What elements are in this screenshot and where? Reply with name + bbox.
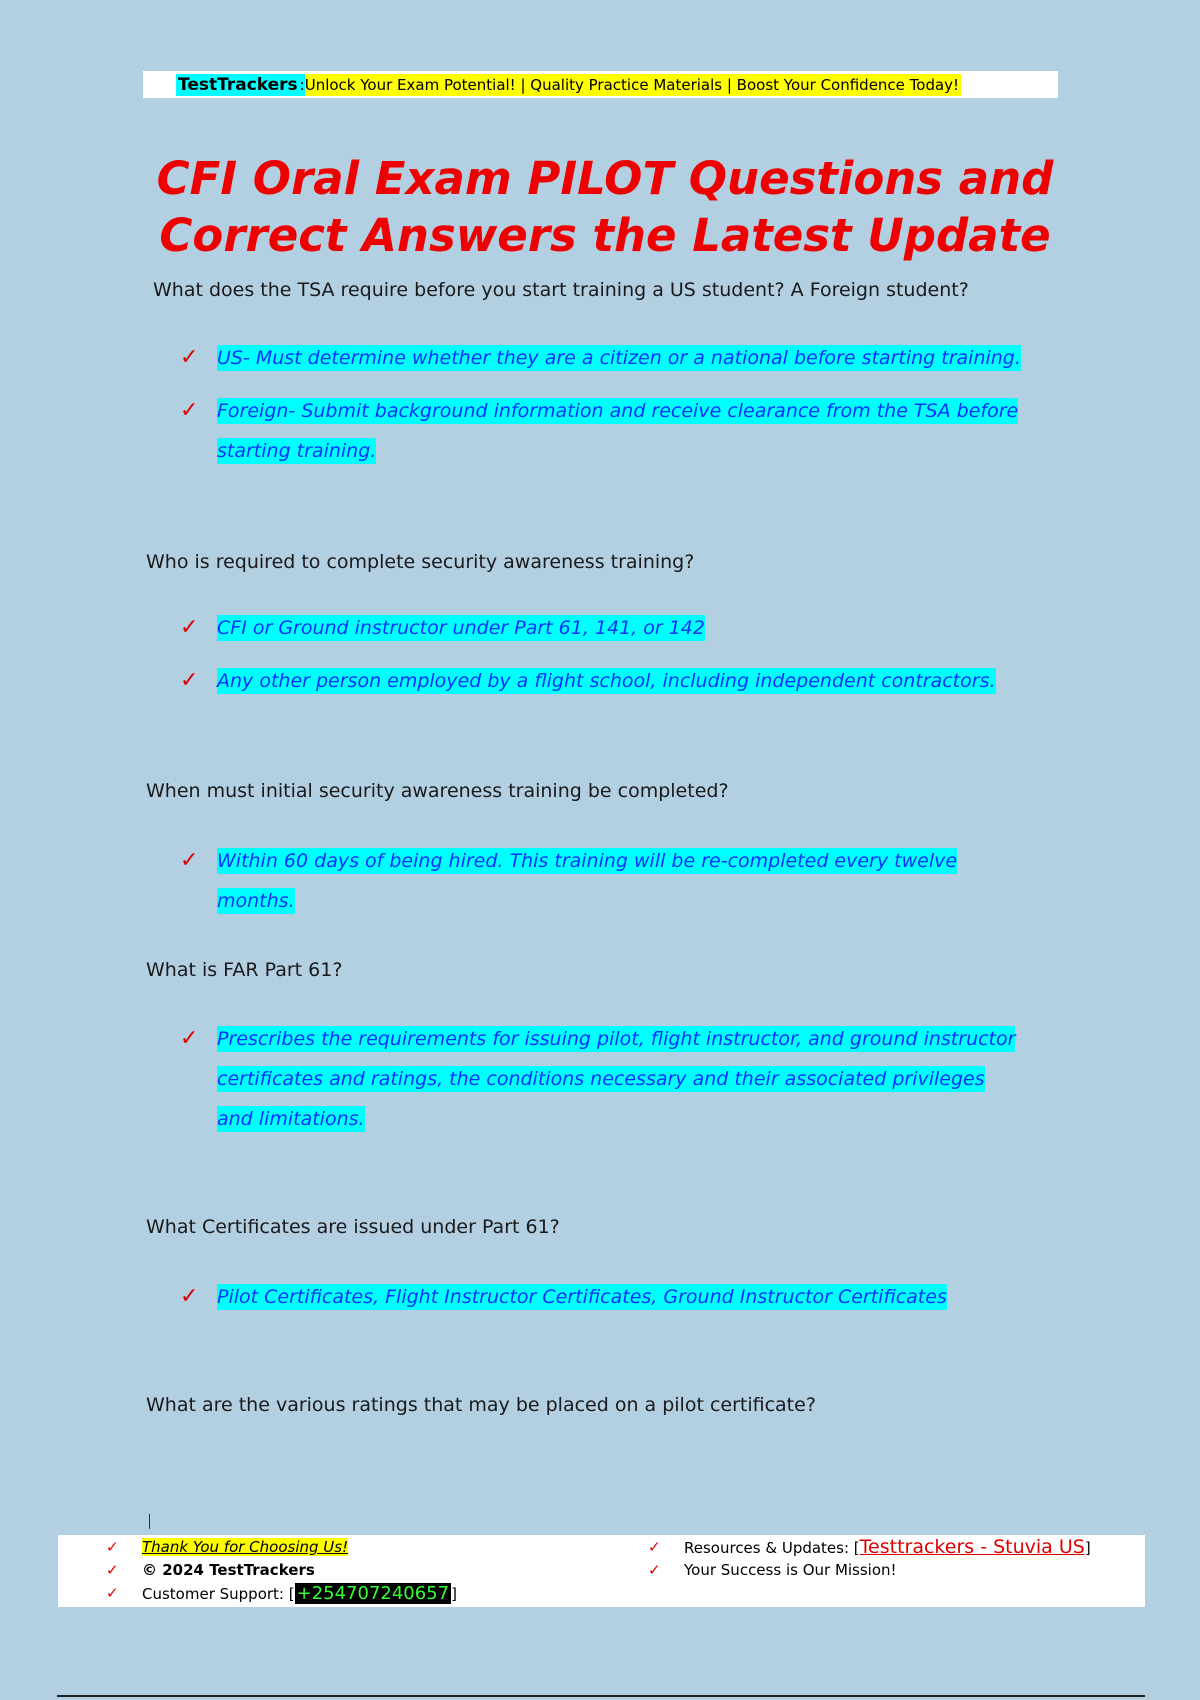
mission-text: Your Success is Our Mission! [684,1561,897,1579]
question-4: What is FAR Part 61? [146,959,343,981]
answer-1-2: Foreign- Submit background information and receive clearance from the TSA before starting training. [217,400,1019,462]
thanks-text: Thank You for Choosing Us! [142,1538,349,1556]
header-banner [143,71,1058,98]
support-phone[interactable]: +254707240657 [296,1583,450,1604]
answer-item [180,1277,1030,1317]
document-title [140,150,1070,264]
question-3: When must initial security awareness training be completed? [146,780,729,802]
answer-5-1: Pilot Certificates, Flight Instructor Certificates, Ground Instructor Certificates [217,1286,947,1308]
support-close: ] [451,1585,457,1603]
brand-colon: : [299,75,305,94]
footer-right [648,1536,1091,1582]
footer-copyright-line [106,1559,457,1582]
question-1: What does the TSA require before you start training a US student? A Foreign student? [153,279,969,301]
checkmark-icon: ✓ [106,1584,119,1602]
header-tagline: Unlock Your Exam Potential! | Quality Practice Materials | Boost Your Confidence Today! [304,75,960,94]
checkmark-icon: ✓ [180,1026,199,1051]
checkmark-icon: ✓ [106,1561,119,1579]
footer-thanks-line [106,1536,457,1559]
answer-3-1: Within 60 days of being hired. This training will be re-completed every twelve months. [217,850,958,912]
bottom-rule [57,1695,1145,1697]
answer-item [180,661,1030,701]
resources-label: Resources & Updates: [ [684,1539,860,1557]
answer-item [180,338,1030,378]
resources-link[interactable]: Testtrackers - Stuvia US [859,1536,1085,1558]
text-cursor [149,1514,150,1529]
answer-4-1: Prescribes the requirements for issuing pilot, flight instructor, and ground instructor certificates and ratings, the conditions necessary and their associated privileges and limitations. [217,1028,1016,1130]
answer-1-1: US- Must determine whether they are a citizen or a national before starting training. [217,347,1021,369]
resources-close: ] [1084,1539,1091,1557]
checkmark-icon: ✓ [648,1538,661,1556]
answer-2-2: Any other person employed by a flight school, including independent contractors. [217,670,996,692]
answer-item [180,1019,1020,1139]
answer-2-1: CFI or Ground instructor under Part 61, 141, or 142 [217,617,705,639]
footer-left [106,1536,457,1605]
title-line-1: CFI Oral Exam PILOT Questions and [156,152,1054,205]
checkmark-icon: ✓ [180,668,199,693]
title-line-2: Correct Answers the Latest Update [159,209,1051,262]
checkmark-icon: ✓ [180,615,199,640]
support-label: Customer Support: [ [142,1585,295,1603]
checkmark-icon: ✓ [106,1538,119,1556]
question-5: What Certificates are issued under Part 61? [146,1216,560,1238]
brand-name: TestTrackers [178,74,298,95]
footer [58,1535,1145,1607]
checkmark-icon: ✓ [180,848,199,873]
checkmark-icon: ✓ [180,1284,199,1309]
copyright-text: © 2024 TestTrackers [142,1561,315,1579]
checkmark-icon: ✓ [648,1561,661,1579]
question-2: Who is required to complete security awareness training? [146,551,695,573]
checkmark-icon: ✓ [180,398,199,423]
answer-item [180,841,1030,921]
answer-item [180,608,1030,648]
footer-resources-line [648,1536,1091,1559]
checkmark-icon: ✓ [180,345,199,370]
footer-support-line [106,1582,457,1605]
footer-mission-line [648,1559,1091,1582]
question-6: What are the various ratings that may be placed on a pilot certificate? [146,1394,816,1416]
answer-item [180,391,1020,471]
